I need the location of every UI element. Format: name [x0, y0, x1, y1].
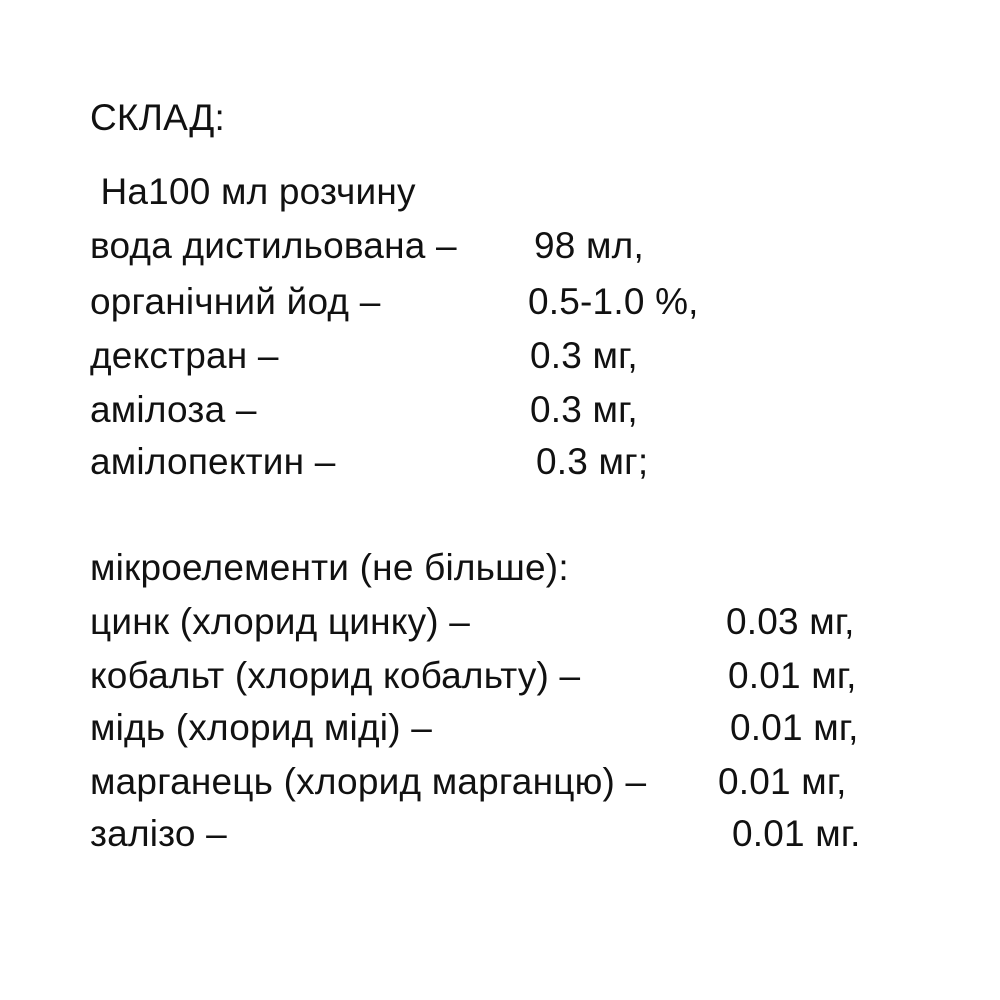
composition-label: вода дистильована – — [90, 225, 457, 266]
microelement-label: марганець (хлорид марганцю) – — [90, 761, 647, 802]
composition-value: 0.3 мг, — [530, 389, 638, 430]
composition-label: органічний йод – — [90, 281, 381, 322]
microelement-label: залізо – — [90, 813, 227, 854]
microelement-label: мідь (хлорид міді) – — [90, 707, 432, 748]
microelement-label: цинк (хлорид цинку) – — [90, 601, 471, 642]
microelement-value: 0.01 мг, — [728, 655, 857, 696]
document-heading: СКЛАД: — [90, 97, 225, 138]
composition-value: 98 мл, — [534, 225, 644, 266]
microelement-value: 0.01 мг, — [718, 761, 847, 802]
composition-value: 0.3 мг, — [530, 335, 638, 376]
microelement-value: 0.03 мг, — [726, 601, 855, 642]
composition-value: 0.3 мг; — [536, 441, 649, 482]
microelement-label: кобальт (хлорид кобальту) – — [90, 655, 581, 696]
composition-label: декстран – — [90, 335, 279, 376]
solution-basis-line: На100 мл розчину — [90, 171, 416, 212]
composition-label: амілопектин – — [90, 441, 336, 482]
composition-label: амілоза – — [90, 389, 257, 430]
microelement-value: 0.01 мг, — [730, 707, 859, 748]
microelements-heading: мікроелементи (не більше): — [90, 547, 569, 588]
composition-value: 0.5-1.0 %, — [528, 281, 699, 322]
microelement-value: 0.01 мг. — [732, 813, 861, 854]
